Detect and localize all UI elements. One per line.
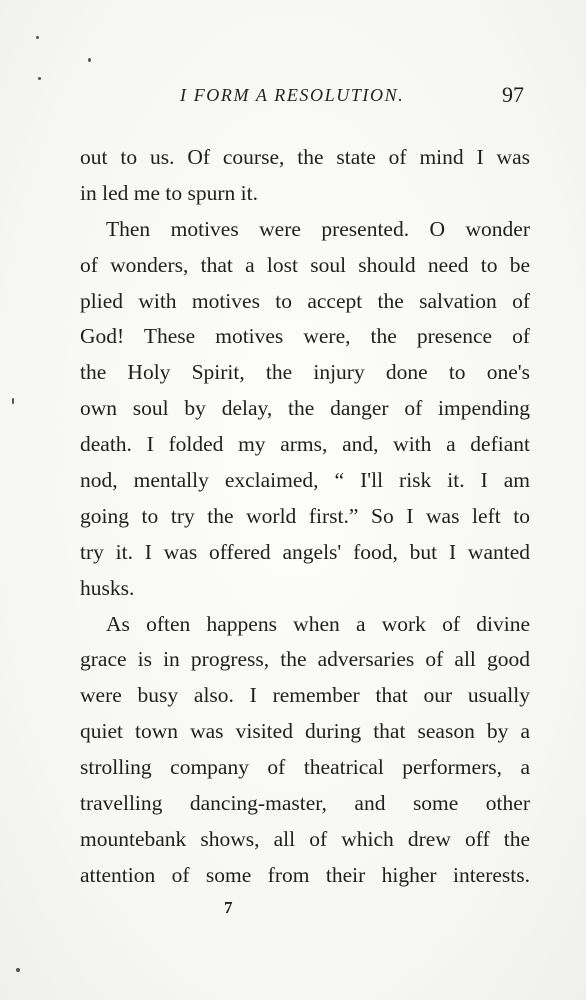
running-head: I FORM A RESOLUTION. — [180, 85, 405, 105]
paper-speck — [36, 36, 39, 39]
text-line: travelling dancing-master, and some other — [80, 791, 530, 816]
body-text — [80, 140, 530, 894]
text-line: of wonders, that a lost soul should need to be — [80, 252, 530, 277]
text-line: husks. — [80, 575, 135, 600]
text-line: grace is in progress, the adversaries of all good — [80, 647, 530, 672]
text-line: try it. I was offered angels' food, but I wanted — [80, 539, 530, 564]
text-line: going to try the world first.” So I was left to — [80, 503, 530, 528]
text-line: in led me to spurn it. — [80, 180, 258, 205]
text-line: God! These motives were, the presence of — [80, 324, 530, 349]
text-line: attention of some from their higher interests. — [80, 862, 530, 887]
text-line: own soul by delay, the danger of impending — [80, 396, 530, 421]
page-number: 97 — [502, 82, 524, 107]
text-line: were busy also. I remember that our usually — [80, 683, 530, 708]
text-line: plied with motives to accept the salvation of — [80, 288, 530, 313]
text-line: As often happens when a work of divine — [106, 611, 530, 636]
text-line: strolling company of theatrical performers, a — [80, 755, 530, 780]
signature-mark: 7 — [224, 898, 233, 917]
page-header — [0, 82, 586, 112]
text-line: death. I folded my arms, and, with a defiant — [80, 432, 530, 457]
paper-speck — [12, 398, 14, 404]
paper-speck — [38, 77, 41, 80]
text-line: out to us. Of course, the state of mind I was — [80, 145, 530, 169]
text-line: the Holy Spirit, the injury done to one's — [80, 360, 530, 385]
text-line: quiet town was visited during that season by a — [80, 719, 530, 744]
paper-speck — [16, 968, 20, 972]
text-line: nod, mentally exclaimed, “ I'll risk it. I am — [80, 468, 530, 493]
paper-speck — [88, 58, 91, 62]
text-line: Then motives were presented. O wonder — [106, 216, 530, 241]
text-line: mountebank shows, all of which drew off the — [80, 826, 530, 851]
